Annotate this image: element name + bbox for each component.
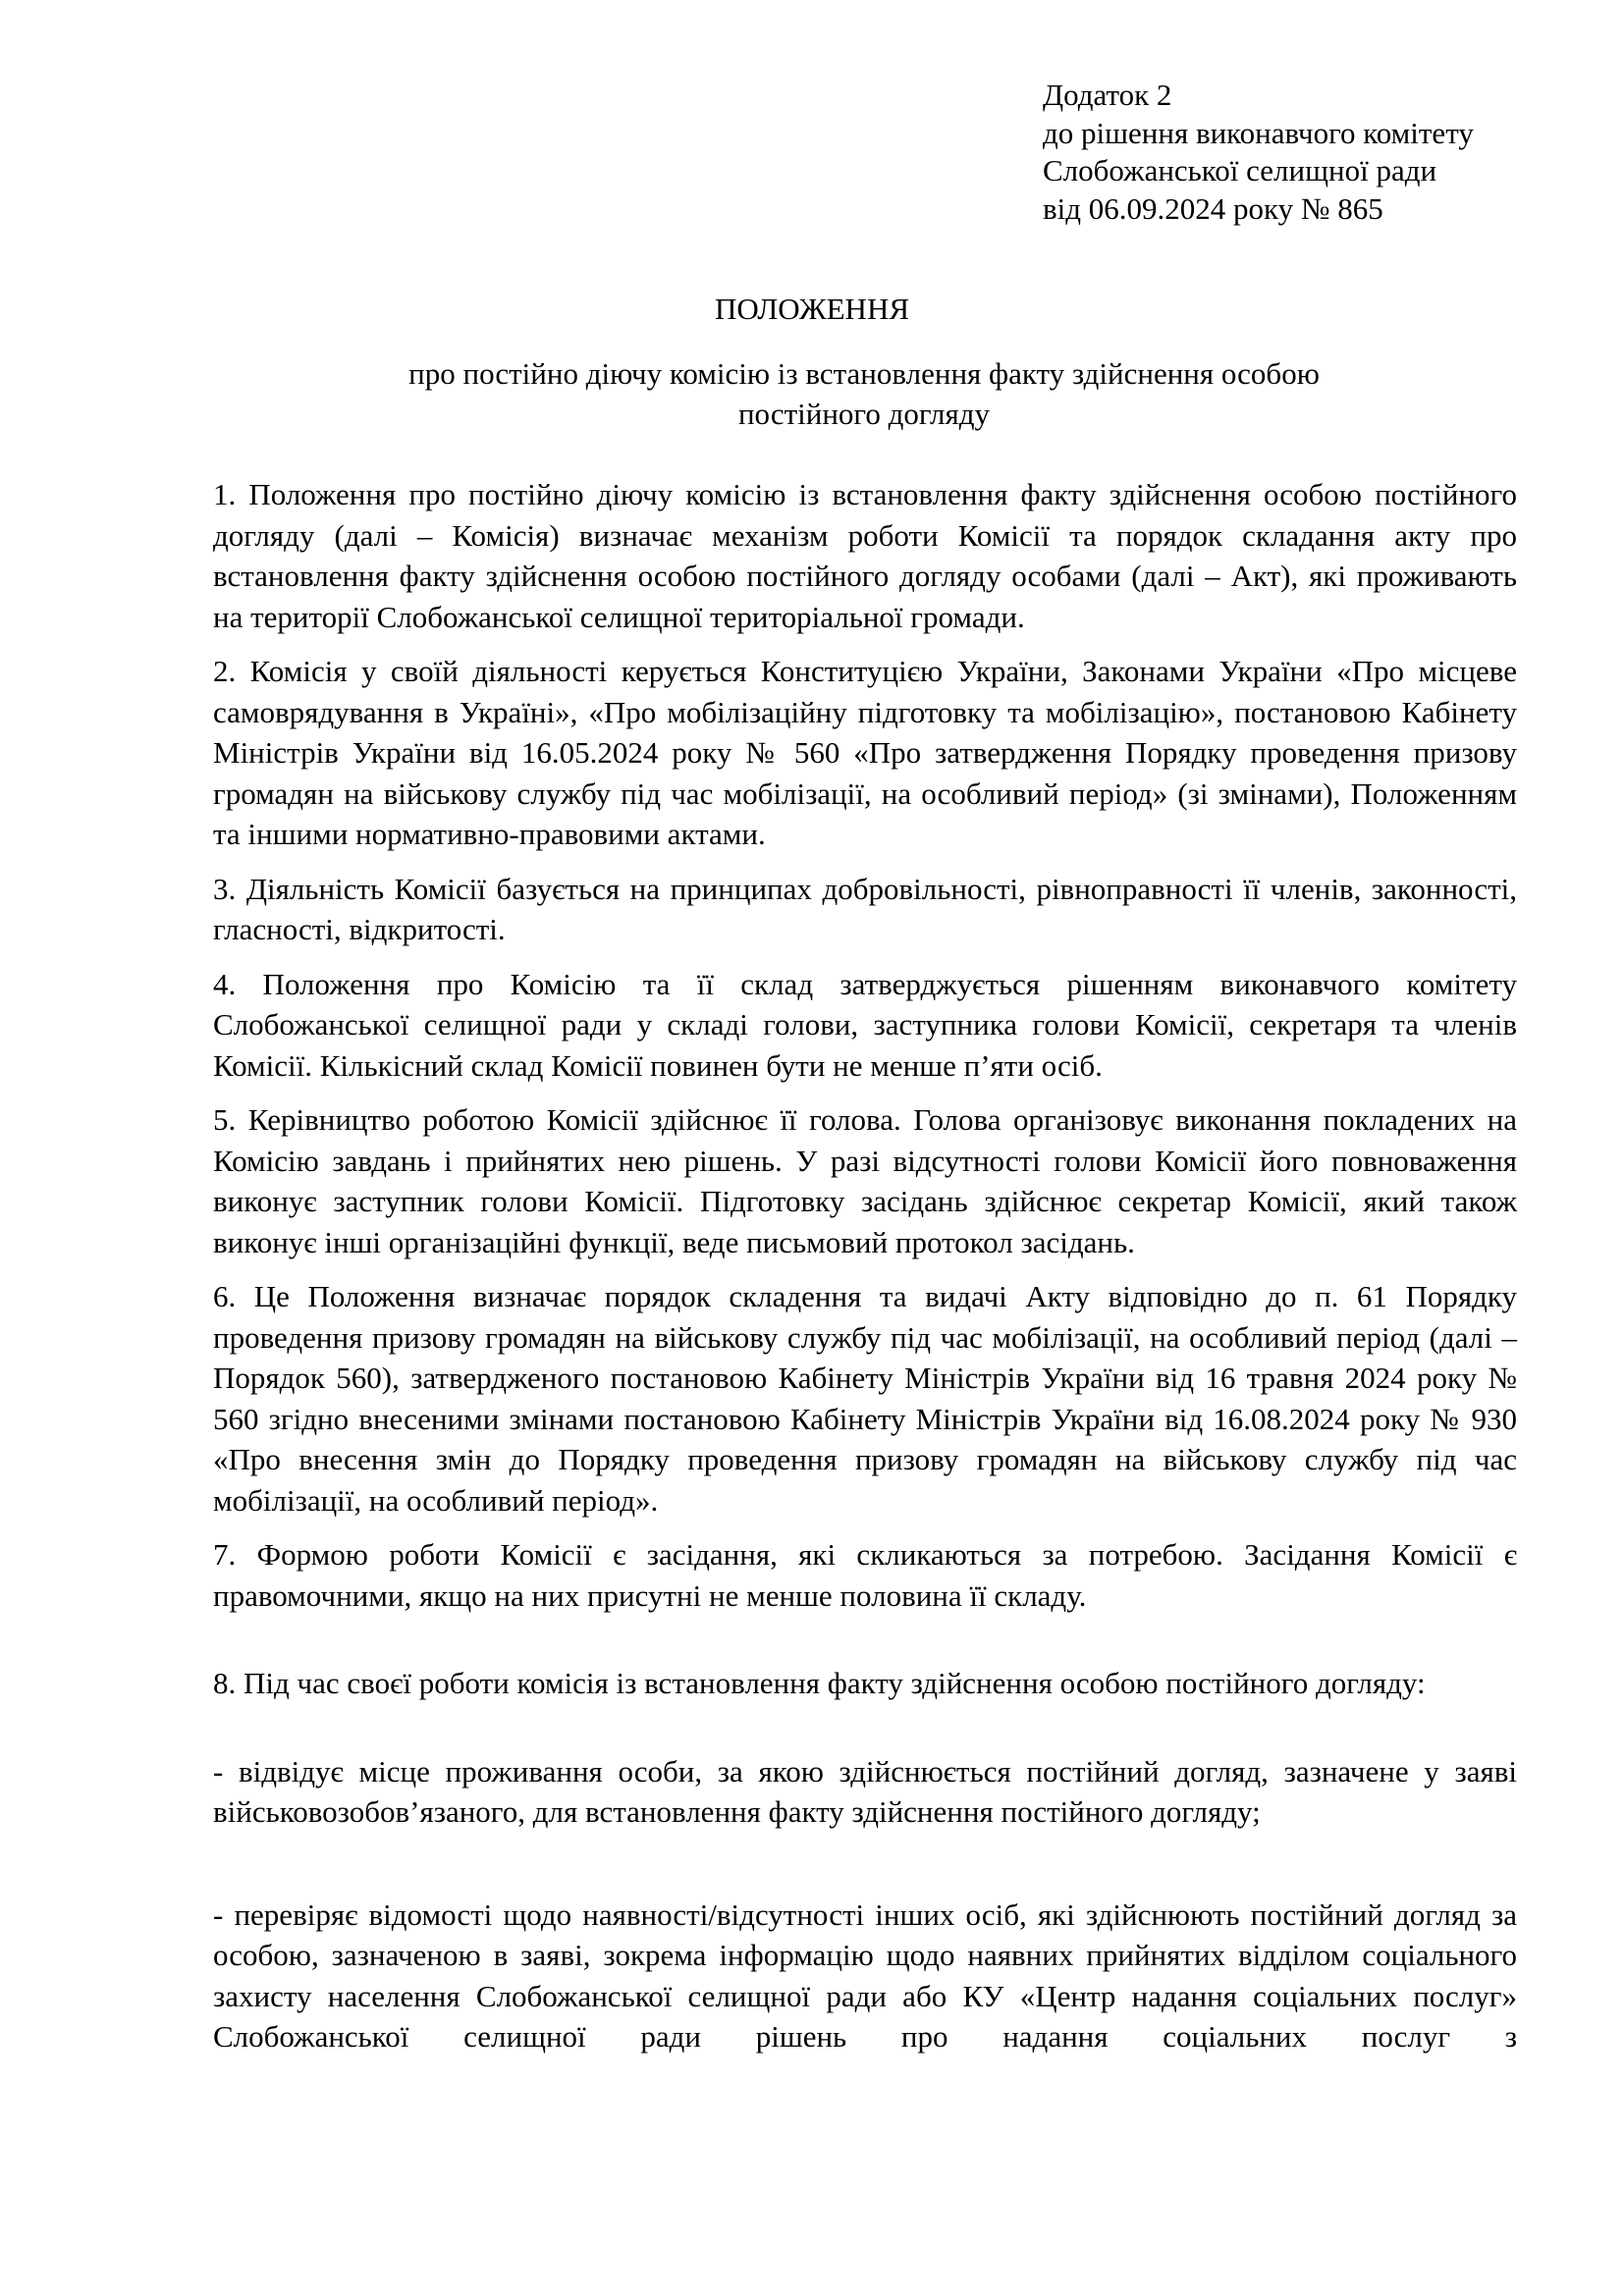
paragraph-2: 2. Комісія у своїй діяльності керується Конституцією України, Законами України «Про місцеве самоврядування в Україні», «Про мобілізаційну підготовку та мобілізацію», постановою Кабінету Міністрів України від 16.05.2024 року № 560 «Про затвердження Порядку проведення призову громадян на військову службу під час мобілізації, на особливий період» (зі змінами), Положенням та іншими нормативно-правовими актами. bbox=[213, 654, 1517, 851]
paragraph-5: 5. Керівництво роботою Комісії здійснює її голова. Голова організовує виконання покладених на Комісію завдань і прийнятих нею рішень. У разі відсутності голови Комісії його повноваження виконує заступник голови Комісії. Підготовку засідань здійснює секретар Комісії, який також виконує інші організаційні функції, веде письмовий протокол засідань. bbox=[213, 1102, 1517, 1259]
paragraph-10-list-item: - перевіряє відомості щодо наявності/відсутності інших осіб, які здійснюють постійний догляд за особою, зазначеною в заяві, зокрема інформацію щодо наявних прийнятих відділом соціального захисту населення Слобожанської селищної ради або КУ «Центр надання соціальних послуг» Слобожанської селищної ради рішень про надання соціальних послуг з bbox=[213, 1896, 1517, 2054]
paragraph-1: 1. Положення про постійно діючу комісію із встановлення факту здійснення особою постійного догляду (далі – Комісія) визначає механізм роботи Комісії та порядок складання акту про встановлення факту здійснення особою постійного догляду особами (далі – Акт), які проживають на території Слобожанської селищної територіальної громади. bbox=[213, 477, 1517, 634]
paragraph-9-list-item: - відвідує місце проживання особи, за якою здійснюється постійний догляд, зазначене у заяві військовозобов’язаного, для встановлення факту здійснення постійного догляду; bbox=[213, 1753, 1517, 1829]
appendix-block bbox=[1043, 77, 1474, 228]
subtitle-line-2: постійного догляду bbox=[737, 397, 991, 431]
appendix-decision-line: до рішення виконавчого комітету bbox=[1043, 115, 1474, 150]
subtitle-line-1: про постійно діючу комісію із встановлення факту здійснення особою bbox=[408, 356, 1320, 391]
appendix-date-number: від 06.09.2024 року № 865 bbox=[1043, 190, 1383, 226]
appendix-council-line: Слобожанської селищної ради bbox=[1043, 153, 1437, 187]
paragraph-4: 4. Положення про Комісію та її склад затверджується рішенням виконавчого комітету Слобожанської селищної ради у складі голови, заступника голови Комісії, секретаря та членів Комісії. Кількісний склад Комісії повинен бути не менше п’яти осіб. bbox=[213, 966, 1517, 1083]
paragraph-7: 7. Формою роботи Комісії є засідання, які скликаються за потребою. Засідання Комісії є правомочними, якщо на них присутні не менше половина її складу. bbox=[213, 1537, 1517, 1613]
paragraph-8: 8. Під час своєї роботи комісія із встановлення факту здійснення особою постійного догляду: bbox=[213, 1666, 1426, 1700]
paragraph-3: 3. Діяльність Комісії базується на принципах добровільності, рівноправності її членів, законності, гласності, відкритості. bbox=[213, 871, 1517, 946]
paragraph-6: 6. Це Положення визначає порядок складення та видачі Акту відповідно до п. 61 Порядку проведення призову громадян на військову службу під час мобілізації, на особливий період (далі – Порядок 560), затвердженого постановою Кабінету Міністрів України від 16 травня 2024 року № 560 згідно внесеними змінами постановою Кабінету Міністрів України від 16.08.2024 року № 930 «Про внесення змін до Порядку проведення призову громадян на військову службу під час мобілізації, на особливий період». bbox=[213, 1279, 1517, 1518]
document-body bbox=[213, 474, 1517, 2057]
appendix-title: Додаток 2 bbox=[1043, 78, 1172, 112]
document-title: ПОЛОЖЕННЯ bbox=[714, 292, 910, 326]
document-subtitle bbox=[0, 353, 1624, 434]
